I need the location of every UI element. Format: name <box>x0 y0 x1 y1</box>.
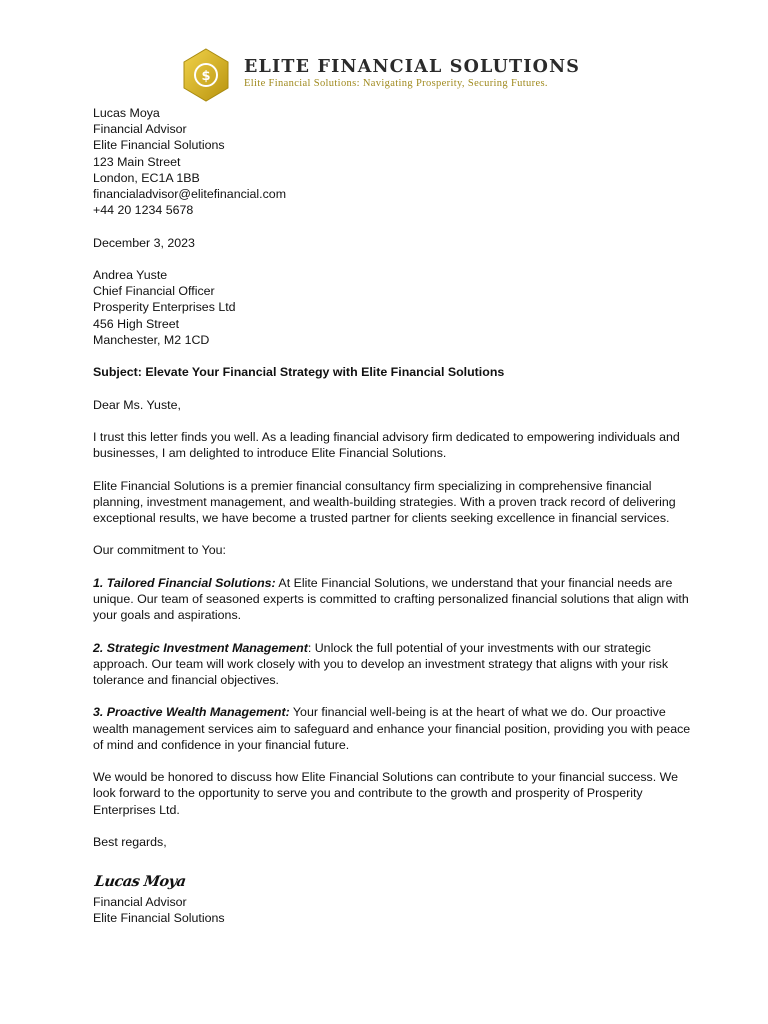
dollar-coin-logo-icon <box>182 48 230 102</box>
point-title: 3. Proactive Wealth Management: <box>93 705 290 720</box>
company-name: ELITE FINANCIAL SOLUTIONS <box>244 57 581 77</box>
recipient-address <box>93 267 693 348</box>
commitment-point-2 <box>93 640 693 689</box>
letter-subject: Subject: Elevate Your Financial Strategy with Elite Financial Solutions <box>93 365 505 380</box>
letter-date: December 3, 2023 <box>93 235 195 250</box>
signer-company: Elite Financial Solutions <box>93 911 225 926</box>
paragraph-about: Elite Financial Solutions is a premier financial consultancy firm specializing in comprehensive financial planning, investment management, and wealth-building strategies. With a proven track record of delivering exceptional results, we have become a trusted partner for clients seeking excellence in financial services. <box>93 478 676 525</box>
recipient-company: Prosperity Enterprises Ltd <box>93 300 236 315</box>
point-title: 1. Tailored Financial Solutions: <box>93 575 276 590</box>
recipient-street: 456 High Street <box>93 316 180 331</box>
sender-email: financialadvisor@elitefinancial.com <box>93 187 287 202</box>
sender-company: Elite Financial Solutions <box>93 138 225 153</box>
recipient-name: Andrea Yuste <box>93 268 168 282</box>
point-text: : Unlock the full potential of your investments with our strategic approach. Our team will work closely with you to develop an investment strategy that aligns with your risk tolerance and financial objectives. <box>93 640 669 687</box>
salutation: Dear Ms. Yuste, <box>93 397 181 412</box>
sender-name: Lucas Moya <box>93 106 160 120</box>
recipient-city: Manchester, M2 1CD <box>93 332 210 347</box>
sign-off: Best regards, <box>93 834 167 849</box>
commitment-point-3 <box>93 704 693 753</box>
sender-address <box>93 105 693 218</box>
paragraph-closing: We would be honored to discuss how Elite Financial Solutions can contribute to your financial success. We look forward to the opportunity to serve you and contribute to the growth and prosperity of Prosperity Enterprises Ltd. <box>93 770 678 817</box>
letter-body <box>93 105 693 927</box>
sender-title: Financial Advisor <box>93 122 187 137</box>
point-text: Your financial well-being is at the heart of what we do. Our proactive wealth management services aim to safeguard and enhance your financial position, providing you with peace of mind and confidence in your financial future. <box>93 705 691 752</box>
sender-phone: +44 20 1234 5678 <box>93 203 194 218</box>
recipient-title: Chief Financial Officer <box>93 284 215 299</box>
commitment-point-1 <box>93 575 693 624</box>
signer-title: Financial Advisor <box>93 895 187 910</box>
sender-street: 123 Main Street <box>93 154 181 169</box>
letterhead <box>182 48 602 102</box>
paragraph-commitment: Our commitment to You: <box>93 543 226 558</box>
company-tagline: Elite Financial Solutions: Navigating Prosperity, Securing Futures. <box>244 78 548 89</box>
handwritten-signature: Lucas Moya <box>93 873 187 891</box>
sender-city: London, EC1A 1BB <box>93 170 200 185</box>
point-title: 2. Strategic Investment Management <box>93 640 308 655</box>
logo-symbol: $ <box>201 69 211 84</box>
point-text: At Elite Financial Solutions, we understand that your financial needs are unique. Our team of seasoned experts is committed to crafting personalized financial solutions that align with your goals and aspirations. <box>93 575 689 623</box>
paragraph-intro: I trust this letter finds you well. As a leading financial advisory firm dedicated to empowering individuals and businesses, I am delighted to introduce Elite Financial Solutions. <box>93 429 680 461</box>
